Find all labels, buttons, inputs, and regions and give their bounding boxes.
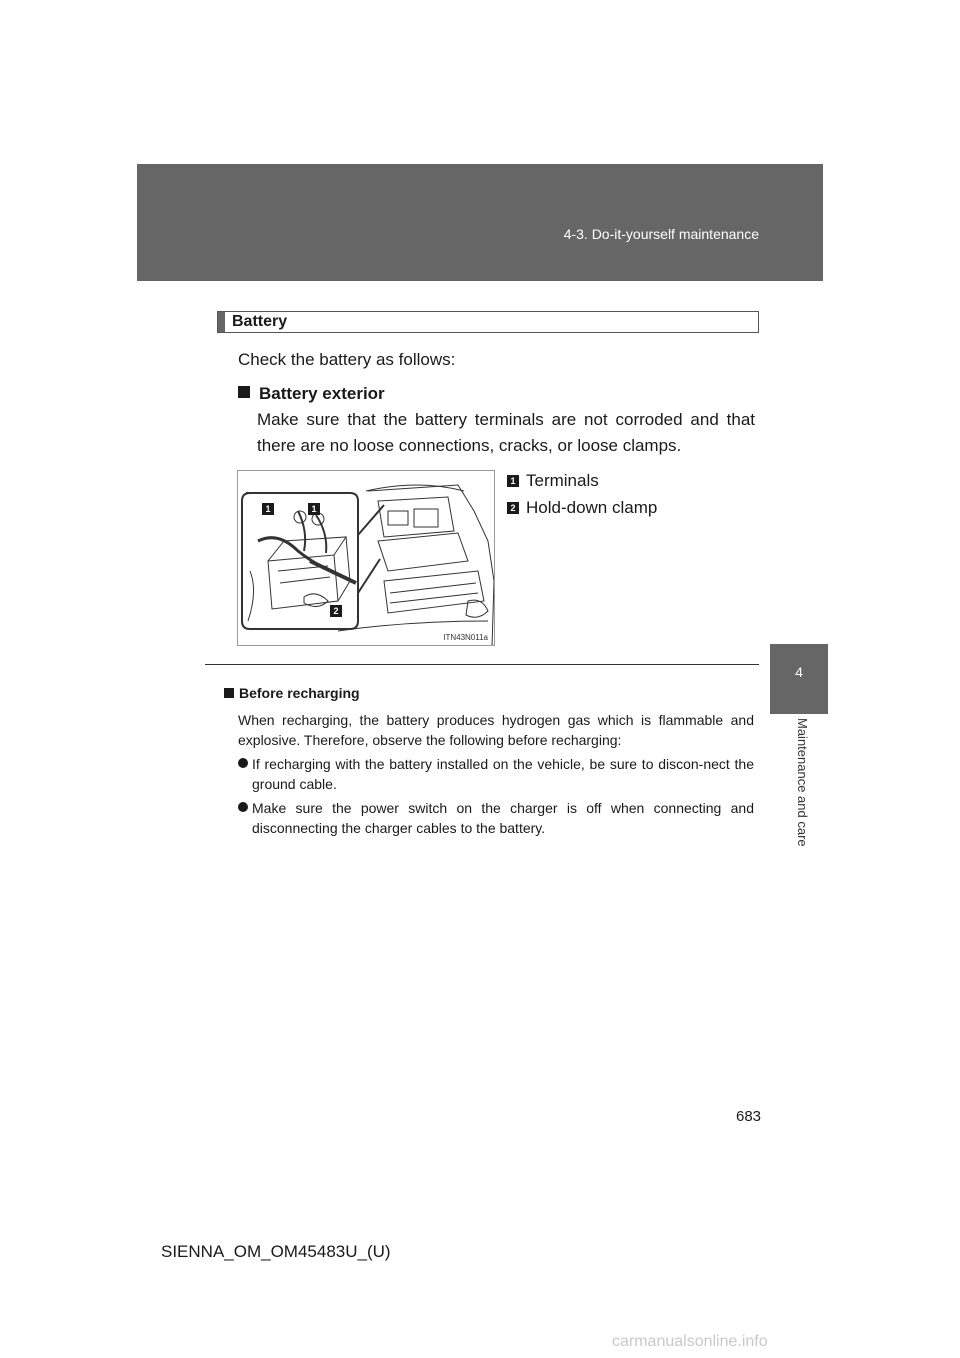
legend-item	[507, 467, 657, 494]
bullet-text: Make sure the power switch on the charger is off when connecting and disconnecting the charger cables to the battery.	[252, 800, 754, 836]
header-band	[137, 164, 823, 281]
legend-number-badge: 2	[507, 502, 519, 514]
subsection-text: Make sure that the battery terminals are not corroded and that there are no loose connections, cracks, or loose clamps.	[257, 410, 755, 455]
notes-heading	[224, 685, 360, 701]
bullet-item	[238, 798, 754, 838]
figure-legend	[507, 467, 657, 521]
chapter-number: 4	[795, 664, 803, 680]
chapter-title: Maintenance and care	[795, 718, 810, 847]
section-title: Battery	[232, 313, 288, 330]
figure-code: ITN43N011a	[443, 633, 488, 642]
legend-item	[507, 494, 657, 521]
notes-paragraph: When recharging, the battery produces hydrogen gas which is flammable and explosive. Therefore, observe the following before recharging:	[238, 712, 754, 748]
square-bullet-icon	[224, 688, 234, 698]
bullet-text: If recharging with the battery installed on the vehicle, be sure to discon-nect the ground cable.	[252, 756, 754, 792]
document-code: SIENNA_OM_OM45483U_(U)	[161, 1242, 391, 1261]
intro-text: Check the battery as follows:	[238, 350, 456, 369]
battery-illustration	[237, 470, 495, 646]
callout-2: 2	[333, 606, 339, 616]
watermark: carmanualsonline.info	[612, 1333, 768, 1350]
legend-number-badge: 1	[507, 475, 519, 487]
legend-label: Terminals	[526, 470, 599, 490]
section-header: 4-3. Do-it-yourself maintenance	[563, 226, 759, 242]
engine-bay-drawing	[238, 471, 495, 646]
bullet-dot-icon	[238, 758, 248, 768]
page-number: 683	[736, 1108, 762, 1125]
subsection-heading	[238, 384, 385, 404]
bullet-item	[238, 754, 754, 794]
callout-1a: 1	[265, 504, 271, 514]
divider	[205, 664, 759, 665]
square-bullet-icon	[238, 386, 250, 398]
legend-label: Hold-down clamp	[526, 497, 658, 517]
notes-title: Before recharging	[239, 685, 360, 701]
chapter-tab	[770, 644, 828, 714]
callout-1b: 1	[311, 504, 317, 514]
subsection-title: Battery exterior	[259, 384, 385, 403]
bullet-dot-icon	[238, 802, 248, 812]
section-accent	[218, 312, 225, 332]
section-title-bar	[217, 311, 759, 333]
